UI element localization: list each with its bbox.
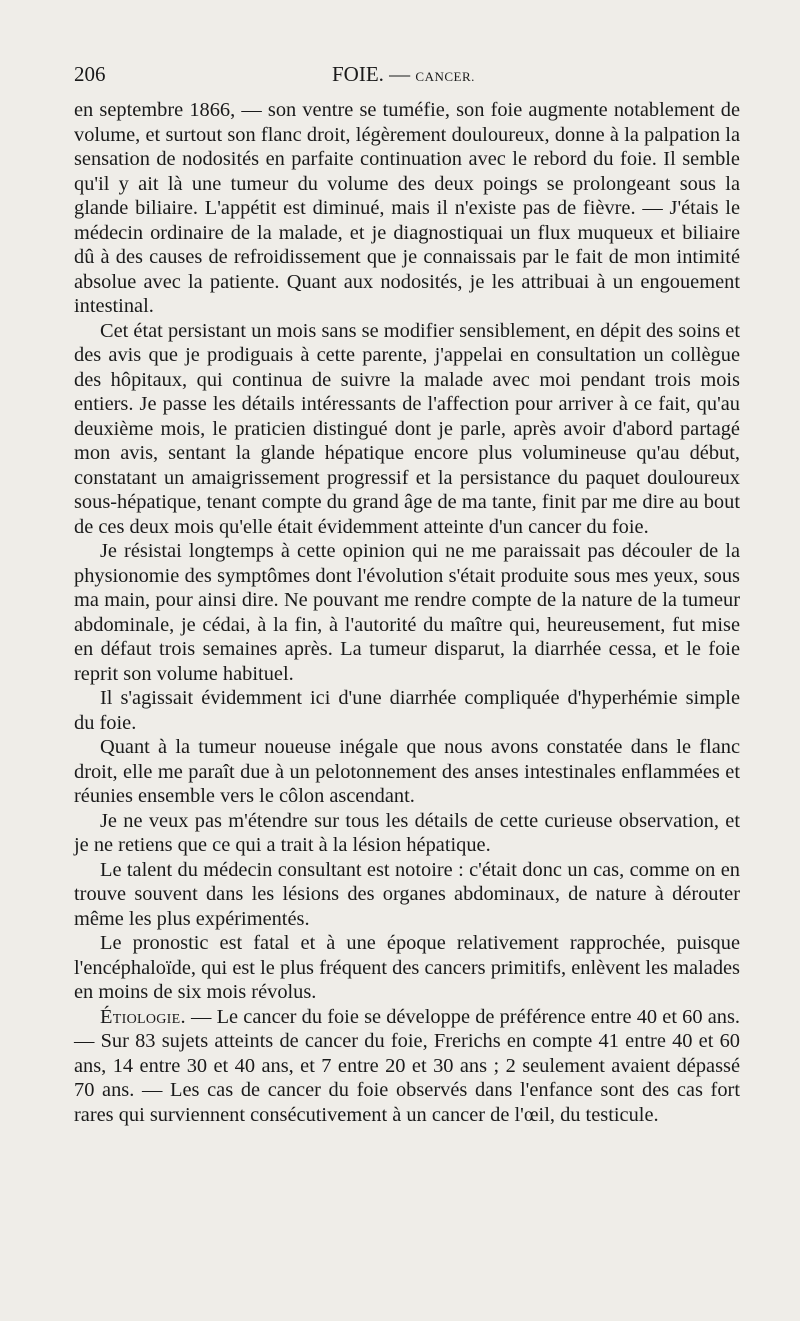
section-heading: Étiologie. (100, 1005, 186, 1028)
paragraph: Quant à la tumeur noueuse inégale que nous avons constatée dans le flanc droit, elle me paraît due à un pelotonnement des anses intestinales enflammées et réunies ensemble vers le côlon ascendant. (74, 736, 740, 807)
paragraph: Je résistai longtemps à cette opinion qui ne me paraissait pas découler de la physionomie des symptômes dont l'évolution s'était produite sous mes yeux, sous ma main, pour ainsi dire. Ne pouvant me rendre compte de la nature de la tumeur abdominale, je cédai, à la fin, à l'autorité du maître qui, heureusement, fut mise en défaut trois semaines après. La tumeur disparut, la diarrhée cessa, et le foie reprit son volume habituel. (74, 540, 740, 685)
etiology-paragraph (74, 1005, 740, 1128)
paragraph: en septembre 1866, — son ventre se tuméfie, son foie augmente notablement de volume, et surtout son flanc droit, légèrement douloureux, donne à la palpation la sensation de nodosités en parfaite continuation avec le rebord du foie. Il semble qu'il y ait là une tumeur du volume des deux poings se prolongeant sous la glande biliaire. L'appétit est diminué, mais il n'existe pas de fièvre. — J'étais le médecin ordinaire de la malade, et je diagnostiquai un flux muqueux et biliaire dû à des causes de refroidissement que je connaissais par le fait de mon intimité absolue avec la patiente. Quant aux nodosités, je les attribuai à un engouement intestinal. (74, 99, 740, 317)
paragraph: Il s'agissait évidemment ici d'une diarrhée compliquée d'hyperhémie simple du foie. (74, 687, 740, 734)
paragraph: Le pronostic est fatal et à une époque relativement rapprochée, puisque l'encéphaloïde, qui est le plus fréquent des cancers primitifs, enlèvent les malades en moins de six mois révolus. (74, 932, 740, 1003)
running-title-sub: CANCER. (415, 69, 475, 84)
paragraph: Le talent du médecin consultant est notoire : c'était donc un cas, comme on en trouve souvent dans les lésions des organes abdominaux, de nature à dérouter même les plus expérimentés. (74, 858, 740, 930)
etiology-text: — Le cancer du foie se développe de préférence entre 40 et 60 ans. — Sur 83 sujets atteints de cancer du foie, Frerichs en compte 41 entre 40 et 60 ans, 14 entre 30 et 40 ans, et 7 entre 20 et 30 ans ; 2 seulement avaient dépassé 70 ans. — Les cas de cancer du foie observés dans l'enfance sont des cas fort rares qui surviennent consécutivement à un cancer de l'œil, du testicule. (74, 1005, 740, 1126)
paragraph: Cet état persistant un mois sans se modifier sensiblement, en dépit des soins et des avis que je prodiguais à cette parente, j'appelai en consultation un collègue des hôpitaux, qui continua de suivre la malade avec moi pendant trois mois entiers. Je passe les détails intéressants de l'affection pour arriver à ce fait, qu'au deuxième mois, le praticien distingué dont je parle, après avoir d'abord partagé mon avis, sentant la glande hépatique encore plus volumineuse qu'au début, constatant un amaigrissement progressif et la persistance du paquet douloureux sous-hépatique, tenant compte du grand âge de ma tante, finit par me dire au bout de ces deux mois qu'elle était évidemment atteinte d'un cancer du foie. (74, 319, 740, 538)
page-body (74, 98, 740, 1127)
page-number: 206 (74, 62, 106, 86)
paragraph: Je ne veux pas m'étendre sur tous les détails de cette curieuse observation, et je ne retiens que ce qui a trait à la lésion hépatique. (74, 809, 740, 856)
running-title-main: FOIE. — (332, 62, 416, 86)
page-header (74, 62, 750, 94)
running-title (332, 62, 475, 87)
